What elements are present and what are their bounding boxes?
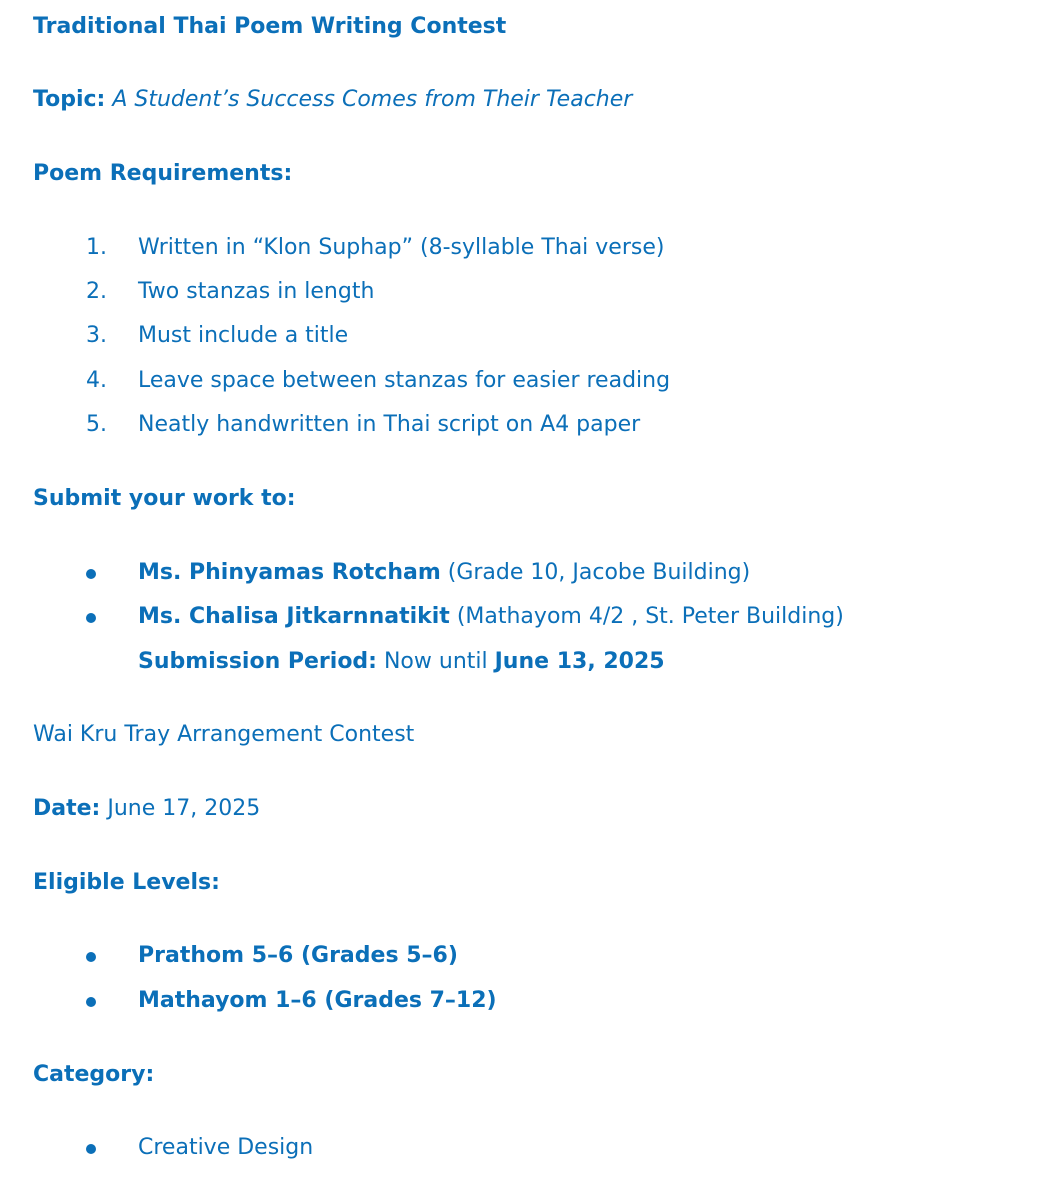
date-line [33, 794, 260, 824]
requirement-item: Must include a title [138, 323, 349, 348]
topic-line [33, 85, 632, 115]
category-label: Category: [33, 1062, 155, 1087]
teacher-name: Ms. Phinyamas Rotcham [138, 560, 441, 585]
bullet-icon [86, 569, 96, 579]
requirement-item: Two stanzas in length [138, 279, 375, 304]
bullet-icon [86, 613, 96, 623]
level-item: Mathayom 1–6 (Grades 7–12) [138, 988, 497, 1013]
period-date: June 13, 2025 [494, 649, 665, 674]
teacher-detail: (Grade 10, Jacobe Building) [440, 560, 751, 585]
bullet-icon [86, 952, 96, 962]
requirement-item: Written in “Klon Suphap” (8-syllable Thai verse) [138, 235, 665, 260]
list-item [138, 602, 844, 632]
poem-contest-title: Traditional Thai Poem Writing Contest [33, 14, 507, 39]
topic-label: Topic: [33, 87, 106, 112]
requirement-number: 2. [86, 279, 107, 304]
teacher-detail: (Mathayom 4/2 , St. Peter Building) [449, 604, 844, 629]
date-value: June 17, 2025 [100, 796, 261, 821]
requirement-item: Leave space between stanzas for easier reading [138, 368, 671, 393]
requirement-number: 4. [86, 368, 107, 393]
category-item: Creative Design [138, 1135, 314, 1160]
tray-contest-title: Wai Kru Tray Arrangement Contest [33, 722, 415, 747]
level-item: Prathom 5–6 (Grades 5–6) [138, 943, 458, 968]
bullet-icon [86, 997, 96, 1007]
bullet-icon [86, 1144, 96, 1154]
requirement-number: 3. [86, 323, 107, 348]
period-text: Now until [376, 649, 495, 674]
submit-label: Submit your work to: [33, 486, 296, 511]
date-label: Date: [33, 796, 101, 821]
requirement-number: 5. [86, 412, 107, 437]
period-label: Submission Period: [138, 649, 377, 674]
requirements-label: Poem Requirements: [33, 161, 293, 186]
levels-label: Eligible Levels: [33, 870, 220, 895]
requirement-item: Neatly handwritten in Thai script on A4 paper [138, 412, 641, 437]
list-item [138, 558, 750, 588]
topic-value: A Student’s Success Comes from Their Teacher [112, 87, 633, 112]
teacher-name: Ms. Chalisa Jitkarnnatikit [138, 604, 450, 629]
requirement-number: 1. [86, 235, 107, 260]
submission-period [138, 647, 665, 677]
